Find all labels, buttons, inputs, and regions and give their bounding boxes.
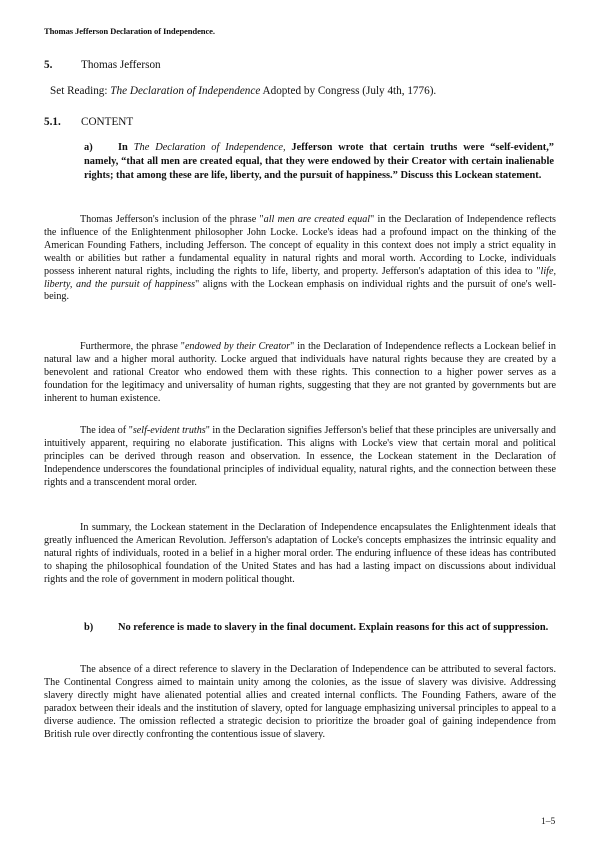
question-b-label: b) [84, 622, 94, 633]
para1-text-2: " in the Declaration of Independence reflects the influence of the Enlightenment philosopher John Locke. Locke's ideas had a profound impact on the thinking of the American Founding Fathers, including Jefferson. The concept of equality in this context does not imply a strict equality in wealth or abilities but rather a fundamental equality in natural rights and moral worth. According to Locke, individuals possess inherent natural rights, including the rights to life, liberty, and property. Jefferson's adaptation of this idea to " [44, 214, 556, 277]
paragraph-2 [44, 341, 556, 406]
paragraph-4: In summary, the Lockean statement in the Declaration of Independence encapsulates the Enlightenment ideals that greatly influenced the American Revolution. Jefferson's adaptation of Locke's concepts emphasizes the intrinsic equality and natural rights of individuals, rooted in a belief in a higher moral order. The enduring influence of these ideas has contributed to shaping the philosophical foundation of the United States and has had a lasting impact on discussions about individual rights and the role of government in modern political thought. [44, 522, 556, 585]
question-b [84, 621, 554, 635]
para3-quote-1: self-evident truths [132, 425, 206, 436]
subsection-title: CONTENT [81, 116, 134, 128]
para2-text-2: " in the Declaration of Independence reflects a Lockean belief in natural law and a higher moral authority. Locke argued that individuals have natural rights because they are created by a benevolent and rational Creator who endowed them with these rights. This connection to a higher power serves as a foundation for the legitimacy and universality of human rights, suggesting that they are not granted by governments but are inherent to human existence. [44, 341, 556, 404]
question-a-work: The Declaration of Independence, [133, 142, 286, 153]
section-number: 5. [44, 59, 53, 71]
set-reading-work: The Declaration of Independence [110, 85, 261, 97]
question-a-label: a) [84, 142, 93, 153]
para2-quote-1: endowed by their Creator [184, 341, 291, 352]
set-reading-prefix: Set Reading: [50, 85, 111, 97]
para3-text-2: " in the Declaration signifies Jefferson's belief that these principles are universally and intuitively apparent, requiring no elaborate justification. This aligns with Locke's view that certain moral and political principles can be derived through reason and observation. In essence, the Lockean statement in the Declaration of Independence underscores the foundational principles of individual equality, natural rights, and the connection between these rights and a transcendent moral order. [44, 425, 556, 488]
question-b-body: No reference is made to slavery in the final document. Explain reasons for this act of suppression. [118, 622, 549, 633]
para1-text-1: Thomas Jefferson's inclusion of the phrase " [80, 214, 264, 225]
para2-text-1: Furthermore, the phrase " [80, 341, 185, 352]
page-number: 1–5 [541, 817, 556, 827]
running-header: Thomas Jefferson Declaration of Independence. [44, 26, 215, 36]
paragraph-1 [44, 214, 556, 304]
para1-text-3: " aligns with the Lockean emphasis on individual rights and the pursuit of one's well-being. [44, 278, 556, 303]
section-heading-5 [44, 59, 161, 71]
subsection-number: 5.1. [44, 116, 61, 128]
para1-quote-2: life, liberty, and the pursuit of happiness [44, 265, 556, 290]
paragraph-5: The absence of a direct reference to slavery in the Declaration of Independence can be attributed to several factors. The Continental Congress aimed to maintain unity among the colonies, as the issue of slavery was divisive. Addressing slavery directly might have alienated potential allies and created internal conflicts. The Founding Fathers, aware of the paradox between their ideals and the institution of slavery, opted for language emphasizing universal principles to appeal to a diverse audience. The omission reflected a strategic decision to prioritize the broader goal of gaining independence from British rule over directly confronting the contentious issue of slavery. [44, 664, 556, 740]
question-a-body: Jefferson wrote that certain truths were “self-evident,” namely, “that all men are created equal, that they were endowed by their Creator with certain inalienable rights; that among these are life, liberty, and the pursuit of happiness.” Discuss this Lockean statement. [84, 142, 555, 181]
set-reading-suffix: Adopted by Congress (July 4th, 1776). [260, 85, 437, 97]
section-title: Thomas Jefferson [81, 59, 161, 71]
para1-quote-1: all men are created equal [263, 214, 371, 225]
question-a-in: In [118, 142, 134, 153]
question-a [84, 141, 554, 183]
paragraph-3 [44, 425, 556, 490]
para3-text-1: The idea of " [80, 425, 133, 436]
set-reading-line [50, 85, 436, 97]
section-heading-5-1 [44, 116, 133, 128]
